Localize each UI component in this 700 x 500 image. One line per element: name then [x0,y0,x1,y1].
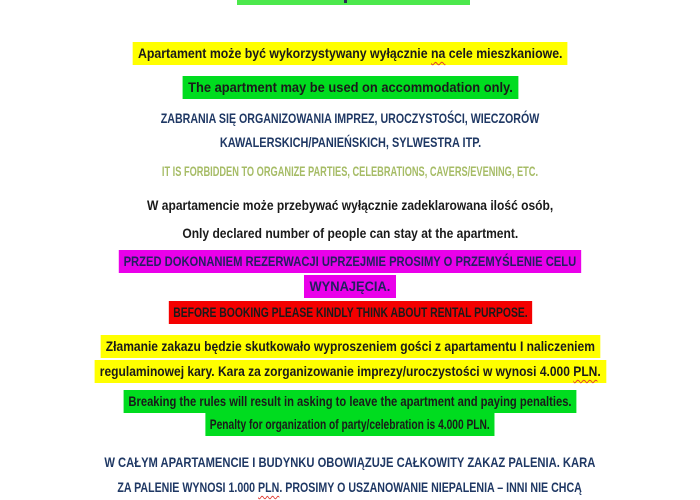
text-segment: . [597,363,601,379]
line-smoking-pl-1 [0,452,700,472]
spellcheck-word: na [430,45,446,61]
line-declared-people-pl [0,195,700,215]
line-penalty-en-2 [0,413,700,436]
line-text: BEFORE BOOKING PLEASE KINDLY THINK ABOUT RENTAL PURPOSE. [168,301,531,324]
text-segment: . PROSIMY O USZANOWANIE NIEPALENIA – INNI NIE CHCĄ [279,479,583,495]
line-text: The apartment may be used on accommodation only. [182,76,518,99]
line-declared-people-en [0,223,700,243]
text-segment: ZA PALENIE WYNOSI 1.000 [117,479,259,495]
line-no-parties-pl-2 [0,132,700,152]
line-text: W CAŁYM APARTAMENCIE I BUDYNKU OBOWIĄZUJE CAŁKOWITY ZAKAZ PALENIA. KARA [104,454,596,470]
line-text [94,360,605,383]
line-penalty-pl-1 [0,335,700,358]
line-no-parties-pl-1 [0,108,700,128]
truncated-green-highlight-bar [237,0,470,5]
line-think-purpose-pl-1 [0,250,700,273]
line-text: IT IS FORBIDDEN TO ORGANIZE PARTIES, CELEBRATIONS, CAVERS/EVENING, ETC. [161,163,539,179]
line-text: Złamanie zakazu będzie skutkowało wyproszeniem gości z apartamentu I naliczeniem [100,335,599,358]
line-penalty-pl-2 [0,360,700,383]
line-penalty-en-1 [0,390,700,413]
line-text: Only declared number of people can stay at the apartment. [182,225,518,241]
line-smoking-pl-2 [0,477,700,497]
line-text: PRZED DOKONANIEM REZERWACJI UPRZEJMIE PROSIMY O PRZEMYŚLENIE CELU [119,250,581,273]
line-text: KAWALERSKICH/PANIEŃSKICH, SYLWESTRA ITP. [219,134,481,150]
spellcheck-word: PLN [573,363,598,379]
line-apartment-use-en [0,76,700,99]
line-text: Breaking the rules will result in asking to leave the apartment and paying penalties. [124,390,577,413]
text-segment: Apartament może być wykorzystywany wyłącznie [137,45,431,61]
line-text [132,42,567,65]
line-apartment-use-pl [0,42,700,65]
spellcheck-word: PLN [258,479,280,495]
line-no-parties-en [0,161,700,181]
line-think-purpose-pl-2 [0,275,700,298]
text-segment: regulaminowej kary. Kara za zorganizowanie imprezy/uroczystości w wynosi 4.000 [99,363,574,379]
line-think-purpose-en [0,301,700,324]
truncated-text-descender [344,0,347,3]
line-text: W apartamencie może przebywać wyłącznie zadeklarowana ilość osób, [146,197,554,213]
line-text: WYNAJĘCIA. [304,275,396,298]
line-text: Penalty for organization of party/celebration is 4.000 PLN. [206,413,495,436]
line-text [118,477,582,497]
text-segment: cele mieszkaniowe. [445,45,563,61]
line-text: ZABRANIA SIĘ ORGANIZOWANIA IMPREZ, UROCZYSTOŚCI, WIECZORÓW [160,110,540,126]
